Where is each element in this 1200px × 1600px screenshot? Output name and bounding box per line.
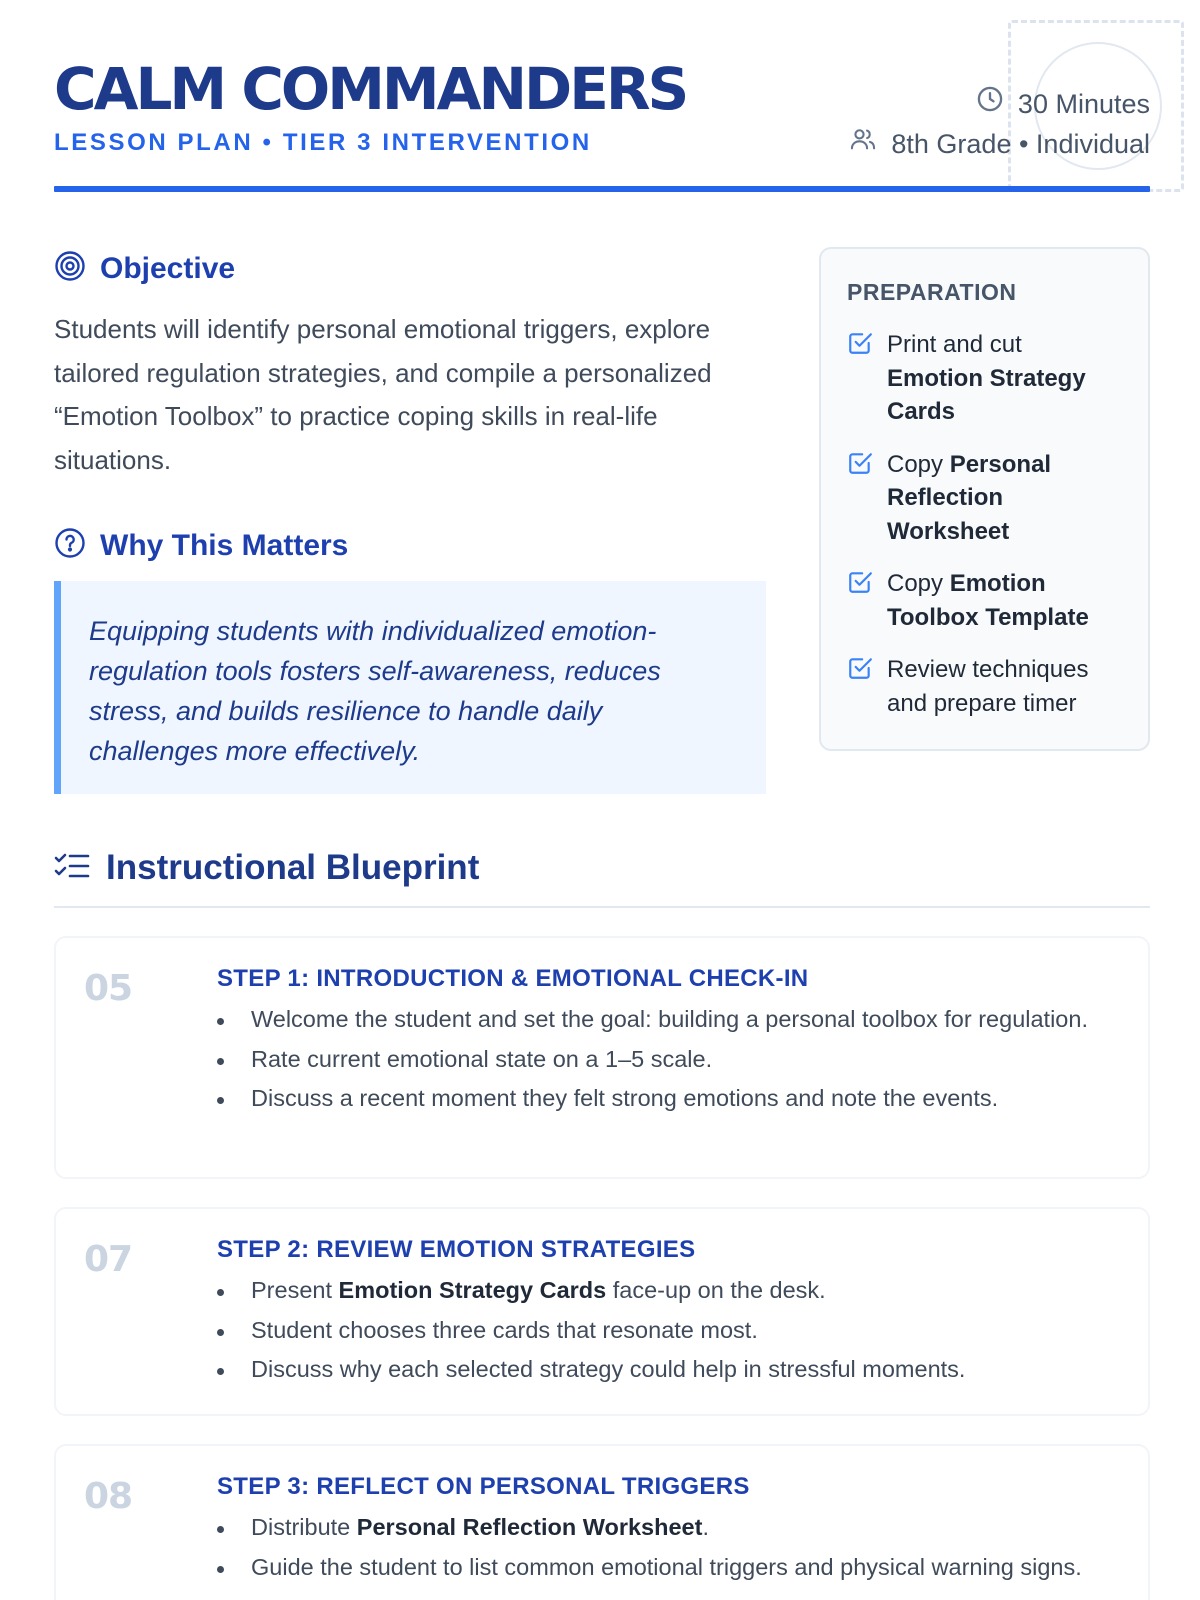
checkbox-checked-icon [847, 450, 873, 476]
step-bullet-list [217, 1511, 1097, 1584]
lesson-meta [849, 84, 1150, 164]
step-title: STEP 1: INTRODUCTION & EMOTIONAL CHECK-IN [217, 965, 809, 992]
preparation-title: PREPARATION [847, 279, 1017, 305]
why-title: Why This Matters [100, 528, 349, 562]
step-body [217, 1236, 1097, 1393]
users-icon [849, 124, 877, 164]
list-item: Rate current emotional state on a 1–5 scale. [217, 1043, 1097, 1077]
preparation-item-text: Print and cut Emotion Strategy Cards [887, 331, 1086, 425]
step-bullet-list [217, 1003, 1097, 1116]
duration-text: 30 Minutes [1017, 89, 1150, 119]
blueprint-heading [54, 848, 479, 888]
objective-text: Students will identify personal emotional triggers, explore tailored regulation strategies, and compile a personalized “Emotion Toolbox” to practice coping skills in real-life situations. [54, 314, 712, 475]
list-item: Discuss why each selected strategy could help in stressful moments. [217, 1353, 1097, 1387]
preparation-item-text: Copy Personal Reflection Worksheet [887, 450, 1052, 545]
step-card [54, 936, 1150, 1179]
why-quote-box [54, 581, 766, 794]
audience-text: 8th Grade • Individual [891, 129, 1150, 159]
preparation-item [847, 328, 1122, 429]
duration-row [849, 84, 1150, 124]
header-divider [54, 186, 1150, 192]
audience-row [849, 124, 1150, 164]
question-circle-icon [54, 527, 86, 564]
step-bullet-list [217, 1274, 1097, 1387]
step-title: STEP 3: REFLECT ON PERSONAL TRIGGERS [217, 1473, 750, 1500]
list-item: Present Emotion Strategy Cards face-up on the desk. [217, 1274, 1097, 1308]
list-item: Student chooses three cards that resonate most. [217, 1314, 1097, 1348]
step-minutes: 08 [84, 1476, 133, 1517]
lesson-plan-page [54, 0, 1150, 1600]
page-subtitle: LESSON PLAN • TIER 3 INTERVENTION [54, 129, 592, 156]
step-minutes: 05 [84, 968, 133, 1009]
blueprint-title: Instructional Blueprint [106, 848, 480, 887]
list-item: Welcome the student and set the goal: building a personal toolbox for regulation. [217, 1003, 1097, 1037]
step-card [54, 1444, 1150, 1600]
blueprint-divider [54, 906, 1150, 908]
step-minutes: 07 [84, 1239, 133, 1280]
preparation-item [847, 448, 1122, 549]
step-body [217, 1473, 1097, 1590]
step-title: STEP 2: REVIEW EMOTION STRATEGIES [217, 1236, 696, 1263]
list-item: Discuss a recent moment they felt strong emotions and note the events. [217, 1082, 1097, 1116]
checkbox-checked-icon [847, 655, 873, 681]
why-heading [54, 527, 348, 564]
list-item: Distribute Personal Reflection Worksheet. [217, 1511, 1097, 1545]
step-body [217, 965, 1097, 1122]
preparation-item [847, 653, 1122, 720]
page-title: CALM COMMANDERS [54, 55, 687, 123]
list-item: Guide the student to list common emotional triggers and physical warning signs. [217, 1551, 1097, 1585]
objective-heading [54, 250, 235, 287]
preparation-item-text: Review techniques and prepare timer [887, 656, 1089, 717]
preparation-item-text: Copy Emotion Toolbox Template [887, 570, 1089, 631]
objective-title: Objective [100, 251, 236, 285]
checkbox-checked-icon [847, 569, 873, 595]
preparation-card [819, 247, 1150, 751]
step-card [54, 1207, 1150, 1416]
checklist-icon [54, 850, 90, 887]
preparation-item [847, 567, 1122, 634]
target-icon [54, 250, 86, 287]
why-quote-text: Equipping students with individualized emotion-regulation tools fosters self-awareness, reduces stress, and builds resilience to handle daily challenges more effectively. [89, 616, 661, 766]
checkbox-checked-icon [847, 330, 873, 356]
header [54, 54, 1150, 194]
clock-icon [976, 84, 1004, 124]
